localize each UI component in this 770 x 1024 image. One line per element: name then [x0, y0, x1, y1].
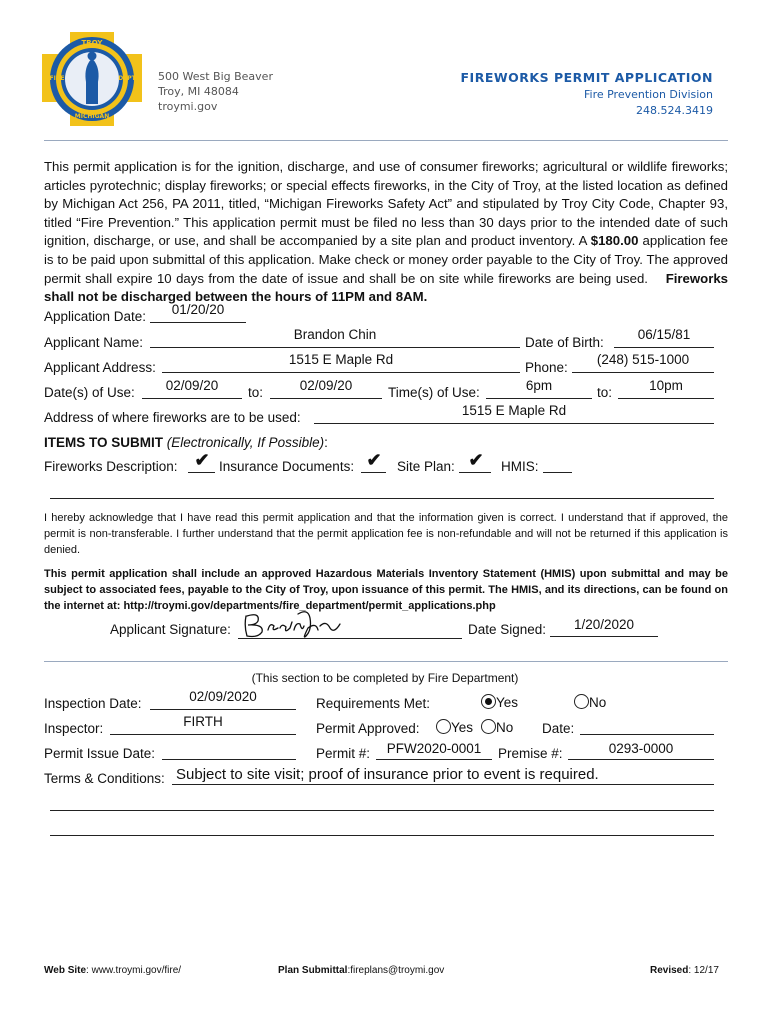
underline [110, 734, 296, 735]
permit-number-label: Permit #: [316, 746, 371, 761]
permit-number-field[interactable]: PFW2020-0001 [386, 741, 482, 756]
no-label: No [496, 720, 514, 735]
to-label: to: [248, 385, 264, 400]
requirements-no-option[interactable] [574, 694, 606, 710]
yes-label: Yes [451, 720, 474, 735]
approved-yes-option[interactable] [436, 719, 473, 735]
troy-fire-seal-logo [40, 30, 144, 128]
underline [270, 398, 382, 399]
underline [172, 784, 714, 785]
applicant-address-field[interactable]: 1515 E Maple Rd [288, 352, 394, 367]
footer-revised [650, 965, 719, 976]
radio-empty-icon[interactable] [574, 694, 589, 709]
application-date-field[interactable]: 01/20/20 [171, 302, 225, 317]
signature-field[interactable] [238, 606, 348, 642]
section-divider [50, 498, 714, 499]
fee-amount: $180.00 [590, 233, 639, 249]
hmis-checkbox[interactable] [543, 458, 572, 472]
terms-conditions-field[interactable]: Subject to site visit; proof of insurance prior to event is required. [176, 766, 599, 783]
date-signed-field[interactable]: 1/20/2020 [573, 617, 635, 632]
footer-plan-submittal [278, 965, 444, 976]
underline [188, 472, 215, 473]
underline [568, 759, 714, 760]
underline [572, 372, 714, 373]
fireworks-description-checkbox[interactable]: ✔ [194, 450, 210, 470]
intro-text: This permit application is for the ignition, discharge, and use of consumer fireworks; agricultural or wildlife fireworks; articles pyrotechnic; display fireworks; or special effects fireworks, in the City of Troy, at the listed location as defined by Michigan Act 256, PA 2011, titled, “Michigan Fireworks Safety Act” and stipulated by Troy City Code, Chapter 93, titled “Fire Prevention.” This application permit must be filed no less than 30 days prior to the intended date of such ignition, discharge, or use, and shall be accompanied by a site plan and product inventory. A [44, 159, 728, 249]
svg-text:TROY: TROY [81, 39, 103, 47]
underline [150, 709, 296, 710]
use-location-field[interactable]: 1515 E Maple Rd [461, 403, 567, 418]
inspection-date-field[interactable]: 02/09/2020 [189, 689, 257, 704]
approval-date-field[interactable] [580, 716, 714, 734]
underline [459, 472, 491, 473]
dob-label: Date of Birth: [525, 335, 604, 350]
date-from-field[interactable]: 02/09/20 [165, 378, 219, 393]
intro-paragraph [44, 158, 728, 307]
address-street: 500 West Big Beaver [158, 70, 273, 83]
address-city: Troy, MI 48084 [158, 85, 239, 98]
times-of-use-label: Time(s) of Use: [388, 385, 480, 400]
date-signed-label: Date Signed: [468, 622, 547, 637]
dates-of-use-label: Date(s) of Use: [44, 385, 135, 400]
terms-conditions-label: Terms & Conditions: [44, 771, 165, 786]
dob-field[interactable]: 06/15/81 [637, 327, 691, 342]
revised-date: : 12/17 [688, 965, 719, 976]
radio-empty-icon[interactable] [436, 719, 451, 734]
hmis-label: HMIS: [501, 459, 539, 474]
svg-text:FIRE: FIRE [49, 75, 65, 82]
website-label: Web Site [44, 965, 87, 976]
approval-date-label: Date: [542, 721, 575, 736]
svg-text:MICHIGAN: MICHIGAN [74, 113, 110, 120]
hmis-requirement-text: This permit application shall include an approved Hazardous Materials Inventory Statement (HMIS) upon submittal and may be subject to associated fees, payable to the City of Troy, upon issuance of this permit. The HMIS, and its directions, can be found on the internet at: http://troymi.gov/departments/fire_department/permit_applications.php [44, 568, 728, 612]
form-title: FIREWORKS PERMIT APPLICATION [460, 70, 713, 85]
underline [618, 398, 714, 399]
to-label: to: [597, 385, 613, 400]
handwritten-signature [238, 606, 348, 642]
discharge-hours-warning: Fireworks shall not be discharged between the hours of 11PM and 8AM. [44, 270, 729, 305]
department-website: troymi.gov [158, 100, 218, 113]
division-name: Fire Prevention Division [583, 88, 713, 101]
site-plan-checkbox[interactable]: ✔ [468, 450, 484, 470]
permit-issue-date-label: Permit Issue Date: [44, 746, 156, 761]
time-from-field[interactable]: 6pm [525, 378, 553, 393]
plan-submittal-email[interactable]: :fireplans@troymi.gov [347, 965, 445, 976]
application-date-label: Application Date: [44, 309, 147, 324]
underline [142, 398, 242, 399]
time-to-field[interactable]: 10pm [649, 378, 683, 393]
phone-field[interactable]: (248) 515-1000 [596, 352, 690, 367]
signature-label: Applicant Signature: [110, 622, 231, 637]
premise-number-field[interactable]: 0293-0000 [608, 741, 674, 756]
items-heading-note: (Electronically, If Possible) [166, 435, 325, 450]
yes-label: Yes [496, 695, 519, 710]
phone-label: Phone: [525, 360, 568, 375]
underline [550, 636, 658, 637]
items-heading-title: ITEMS TO SUBMIT [44, 435, 164, 450]
svg-text:DEPT: DEPT [118, 75, 136, 82]
acknowledgement-text: I hereby acknowledge that I have read this permit application and that the information given is correct. I understand that if approved, the permit is non-transferable. I further understand that the permit application fee is non-refundable and will not be returned if this application is denied. [44, 512, 728, 556]
inspector-field[interactable]: FIRTH [183, 714, 223, 729]
underline [376, 759, 492, 760]
insurance-documents-checkbox[interactable]: ✔ [366, 450, 382, 470]
use-location-label: Address of where fireworks are to be used: [44, 410, 301, 425]
underline [486, 398, 592, 399]
applicant-name-label: Applicant Name: [44, 335, 144, 350]
underline [150, 322, 246, 323]
plan-submittal-label: Plan Submittal [278, 965, 348, 976]
underline [580, 734, 714, 735]
approved-no-option[interactable] [481, 719, 513, 735]
premise-number-label: Premise #: [498, 746, 563, 761]
radio-empty-icon[interactable] [481, 719, 496, 734]
department-address [158, 69, 273, 114]
date-to-field[interactable]: 02/09/20 [299, 378, 353, 393]
footer-website [44, 965, 181, 976]
applicant-name-field[interactable]: Brandon Chin [293, 327, 377, 342]
no-label: No [589, 695, 607, 710]
permit-approved-label: Permit Approved: [316, 721, 420, 736]
requirements-met-label: Requirements Met: [316, 696, 431, 711]
fire-department-note: (This section to be completed by Fire Department) [251, 671, 519, 685]
radio-selected-icon[interactable] [481, 694, 496, 709]
fireworks-description-label: Fireworks Description: [44, 459, 178, 474]
underline [150, 347, 520, 348]
underline [238, 638, 462, 639]
website-url[interactable]: : www.troymi.gov/fire/ [86, 965, 182, 976]
underline [314, 423, 714, 424]
permit-issue-date-field[interactable] [162, 741, 296, 759]
underline [543, 472, 572, 473]
header-divider [44, 140, 728, 141]
section-divider [44, 661, 728, 662]
applicant-address-label: Applicant Address: [44, 360, 156, 375]
terms-line-3[interactable] [50, 835, 714, 836]
division-phone: 248.524.3419 [636, 104, 713, 117]
terms-line-2[interactable] [50, 810, 714, 811]
underline [361, 472, 386, 473]
inspection-date-label: Inspection Date: [44, 696, 142, 711]
items-heading-colon: : [324, 435, 328, 450]
requirements-yes-option[interactable] [481, 694, 518, 710]
underline [162, 759, 296, 760]
revised-label: Revised [650, 965, 689, 976]
underline [162, 372, 520, 373]
intro-text-continued: application fee is to be paid upon submittal of this application. Make check or money order payable to the City of Troy. The approved permit shall expire 10 days from the date of issue and shall be on site while fireworks are being used. [44, 233, 728, 286]
site-plan-label: Site Plan: [397, 459, 455, 474]
underline [614, 347, 714, 348]
inspector-label: Inspector: [44, 721, 104, 736]
insurance-documents-label: Insurance Documents: [219, 459, 355, 474]
items-heading [44, 435, 328, 450]
